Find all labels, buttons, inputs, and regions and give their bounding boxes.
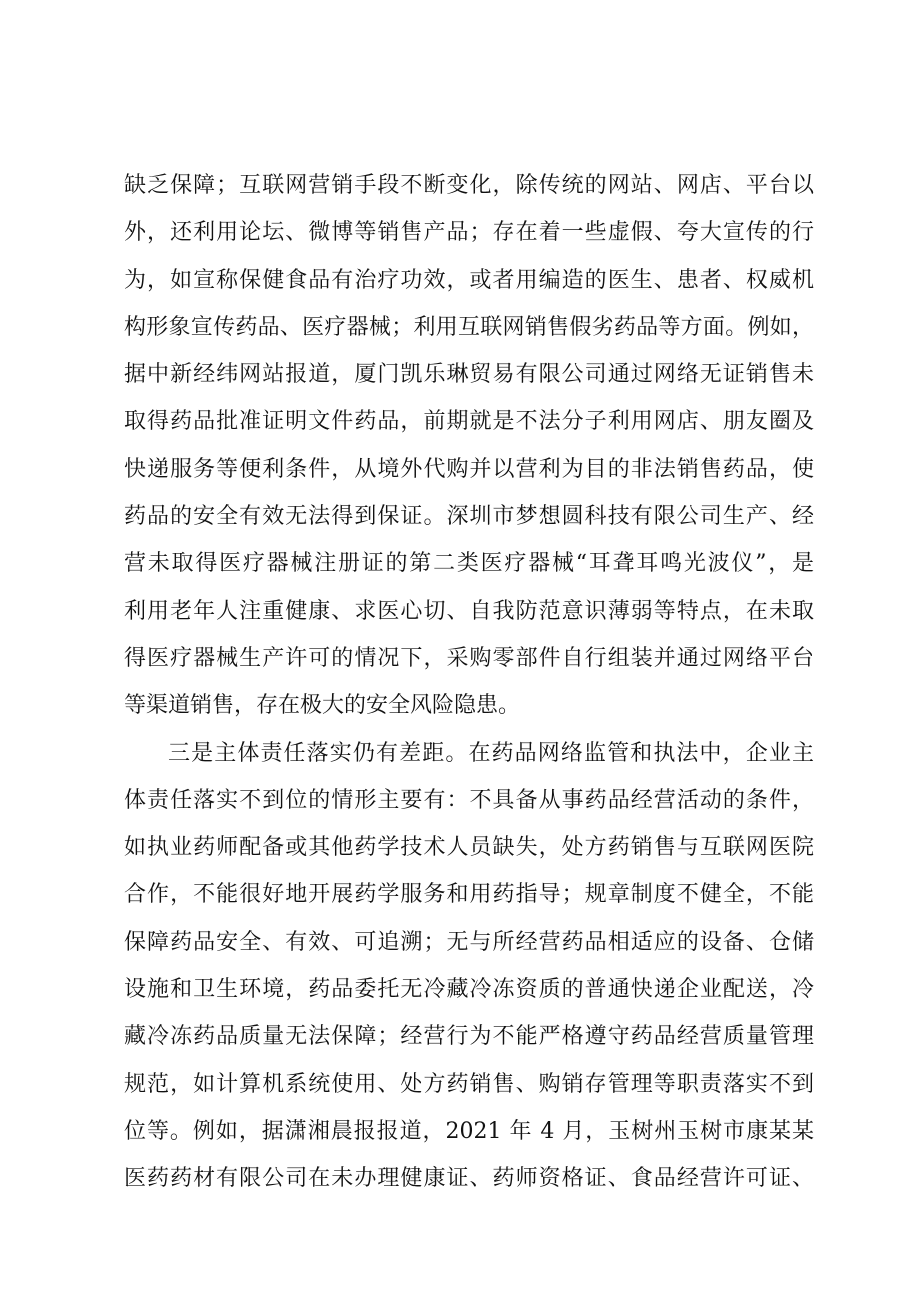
text-line: 得医疗器械生产许可的情况下，采购零部件自行组装并通过网络平台 (124, 645, 814, 671)
text-line: 取得药品批准证明文件药品，前期就是不法分子利用网店、朋友圈及 (124, 409, 814, 435)
text-line: 医药药材有限公司在未办理健康证、药师资格证、食品经营许可证、 (124, 1166, 814, 1192)
text-line: 营未取得医疗器械注册证的第二类医疗器械“耳聋耳鸣光波仪”，是 (124, 551, 814, 577)
text-line: 体责任落实不到位的情形主要有：不具备从事药品经营活动的条件， (124, 787, 814, 813)
text-line: 构形象宣传药品、医疗器械；利用互联网销售假劣药品等方面。例如， (124, 314, 814, 340)
paragraph (124, 162, 814, 730)
text-line: 外，还利用论坛、微博等销售产品；存在着一些虚假、夸大宣传的行 (124, 220, 814, 246)
paragraph (124, 730, 814, 1203)
text-line: 保障药品安全、有效、可追溯；无与所经营药品相适应的设备、仓储 (124, 929, 814, 955)
text-line: 据中新经纬网站报道，厦门凯乐琳贸易有限公司通过网络无证销售未 (124, 362, 814, 388)
text-line: 快递服务等便利条件，从境外代购并以营利为目的非法销售药品，使 (124, 456, 814, 482)
text-line: 合作，不能很好地开展药学服务和用药指导；规章制度不健全，不能 (124, 882, 814, 908)
text-line: 利用老年人注重健康、求医心切、自我防范意识薄弱等特点，在未取 (124, 598, 814, 624)
text-line: 三是主体责任落实仍有差距。在药品网络监管和执法中，企业主 (168, 740, 814, 766)
text-line: 药品的安全有效无法得到保证。深圳市梦想圆科技有限公司生产、经 (124, 504, 814, 530)
text-line: 藏冷冻药品质量无法保障；经营行为不能严格遵守药品经营质量管理 (124, 1024, 814, 1050)
text-line: 位等。例如，据潇湘晨报报道，2021 年 4 月，玉树州玉树市康某某 (124, 1118, 814, 1144)
text-line: 规范，如计算机系统使用、处方药销售、购销存管理等职责落实不到 (124, 1071, 814, 1097)
text-line: 等渠道销售，存在极大的安全风险隐患。 (124, 693, 521, 719)
text-line: 缺乏保障；互联网营销手段不断变化，除传统的网站、网店、平台以 (124, 173, 814, 198)
text-line: 如执业药师配备或其他药学技术人员缺失，处方药销售与互联网医院 (124, 835, 814, 861)
text-line: 设施和卫生环境，药品委托无冷藏冷冻资质的普通快递企业配送，冷 (124, 977, 814, 1003)
text-line: 为，如宣称保健食品有治疗功效，或者用编造的医生、患者、权威机 (124, 267, 814, 293)
body-text (124, 162, 814, 1203)
